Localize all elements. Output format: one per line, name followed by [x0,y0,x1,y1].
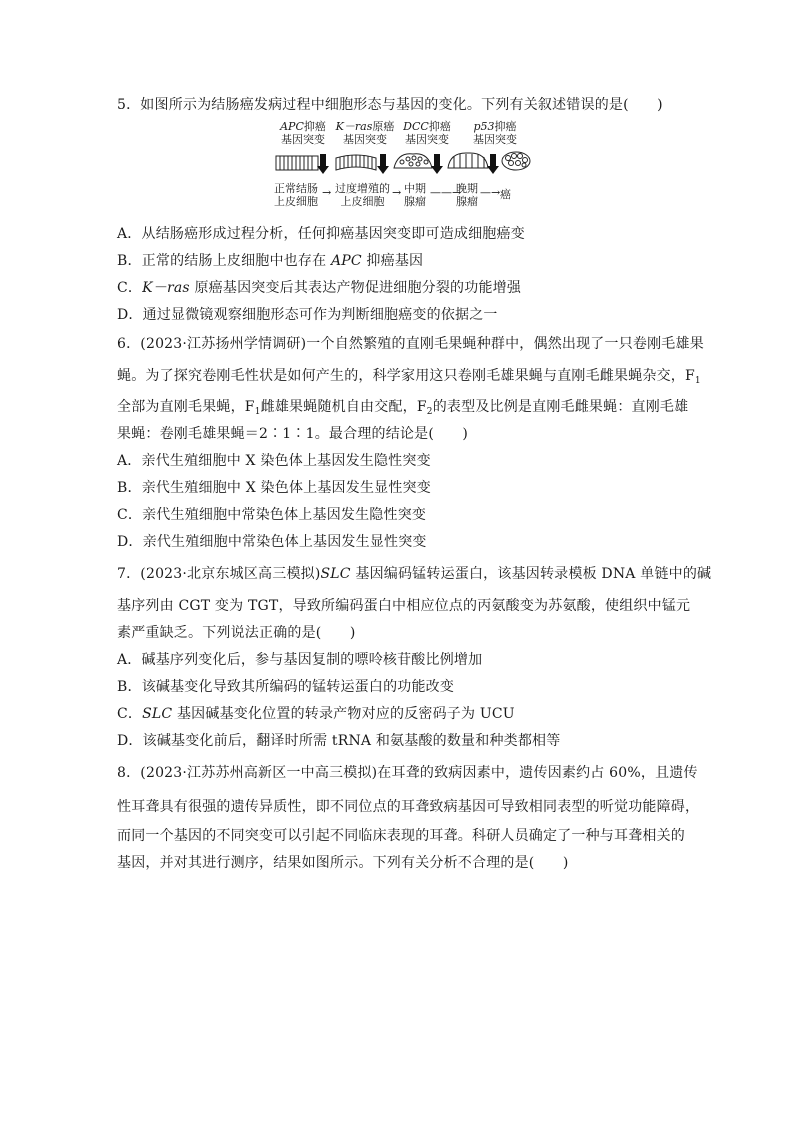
flow-arrow-1: → [322,186,332,199]
mutation-label-apc: APC抑癌 基因突变 [280,120,326,146]
colon-cancer-figure [268,120,533,215]
down-arrow-4 [487,154,499,174]
late-adenoma-image [448,153,488,168]
flow-arrow-4: —→ [480,186,501,199]
stage-mid-adenoma: 中期 腺瘤 [404,182,426,208]
normal-cells-image [276,156,318,170]
q7-option-b: B．该碱基变化导致其所编码的锰转运蛋白的功能改变 [117,679,455,695]
q8-stem-line-1: 8．(2023·江苏苏州高新区一中高三模拟)在耳聋的致病因素中，遗传因素约占 60%，且遗传 [117,765,698,781]
cancer-cells-image [502,152,530,170]
q6-stem-line-1: 6．(2023·江苏扬州学情调研)一个自然繁殖的直刚毛果蝇种群中，偶然出现了一只卷刚毛雄果 [117,336,704,352]
q5-option-c: C．K－ras 原癌基因突变后其表达产物促进细胞分裂的功能增强 [117,280,522,296]
q6-option-d: D．亲代生殖细胞中常染色体上基因发生显性突变 [117,534,427,550]
q8-stem-line-2: 性耳聋具有很强的遗传异质性，即不同位点的耳聋致病基因可导致相同表型的听觉功能障碍， [117,799,700,815]
mutation-label-kras: K－ras原癌 基因突变 [335,120,395,146]
q6-stem-line-2: 蝇。为了探究卷刚毛性状是如何产生的，科学家用这只卷刚毛雄果蝇与直刚毛雌果蝇杂交，$F_1$ [117,368,701,386]
flow-arrow-3: ——→ [430,186,462,199]
q8-stem-line-3: 而同一个基因的不同突变可以引起不同临床表现的耳聋。科研人员确定了一种与耳聋相关的 [117,828,685,844]
q7-stem-line-3: 素严重缺乏。下列说法正确的是( ) [117,625,356,641]
q7-option-d: D．该碱基变化前后，翻译时所需 tRNA 和氨基酸的数量和种类都相等 [117,733,561,749]
q8-stem-line-4: 基因，并对其进行测序，结果如图所示。下列有关分析不合理的是( ) [117,855,569,871]
q5-option-d: D．通过显微镜观察细胞形态可作为判断细胞癌变的依据之一 [117,307,498,323]
stage-hyperproliferative: 过度增殖的 上皮细胞 [335,182,390,208]
stage-cancer: 癌 [500,188,511,201]
flow-arrow-2: → [392,186,402,199]
q5-option-a: A．从结肠癌形成过程分析，任何抑癌基因突变即可造成细胞癌变 [117,226,525,242]
q7-stem-line-1: 7．(2023·北京东城区高三模拟)SLC 基因编码锰转运蛋白，该基因转录模板 DNA 单链中的碱 [117,566,712,582]
q7-stem-line-2: 基序列由 CGT 变为 TGT，导致所编码蛋白中相应位点的丙氨酸变为苏氨酸，使组织中锰元 [117,598,691,614]
down-arrow-3 [431,154,443,174]
mutation-label-dcc: DCC抑癌 基因突变 [403,120,451,146]
stage-late-adenoma: 晚期 腺瘤 [456,182,478,208]
q6-option-c: C．亲代生殖细胞中常染色体上基因发生隐性突变 [117,507,427,523]
down-arrow-1 [317,154,329,174]
down-arrow-2 [377,154,389,174]
stage-normal: 正常结肠 上皮细胞 [274,182,318,208]
q7-option-a: A．碱基序列变化后，参与基因复制的嘌呤核苷酸比例增加 [117,652,483,668]
q6-option-b: B．亲代生殖细胞中 X 染色体上基因发生显性突变 [117,480,431,496]
q6-stem-line-3: 全部为直刚毛果蝇，$F_1$雌雄果蝇随机自由交配，$F_2$的表型及比例是直刚毛雌果蝇：直刚毛雄 [117,399,689,417]
q5-stem: 5．如图所示为结肠癌发病过程中细胞形态与基因的变化。下列有关叙述错误的是( ) [117,97,663,113]
mutation-label-p53: p53抑癌 基因突变 [473,120,517,146]
q7-option-c: C．SLC 基因碱基变化位置的转录产物对应的反密码子为 UCU [117,706,515,722]
q6-option-a: A．亲代生殖细胞中 X 染色体上基因发生隐性突变 [117,453,431,469]
q6-stem-line-4: 果蝇：卷刚毛雄果蝇＝2∶1∶1。最合理的结论是( ) [117,426,469,442]
hyperproliferative-cells-image [336,155,376,170]
cell-stage-illustration [268,150,533,186]
q5-option-b: B．正常的结肠上皮细胞中也存在 APC 抑癌基因 [117,253,424,269]
mid-adenoma-image [394,154,432,168]
